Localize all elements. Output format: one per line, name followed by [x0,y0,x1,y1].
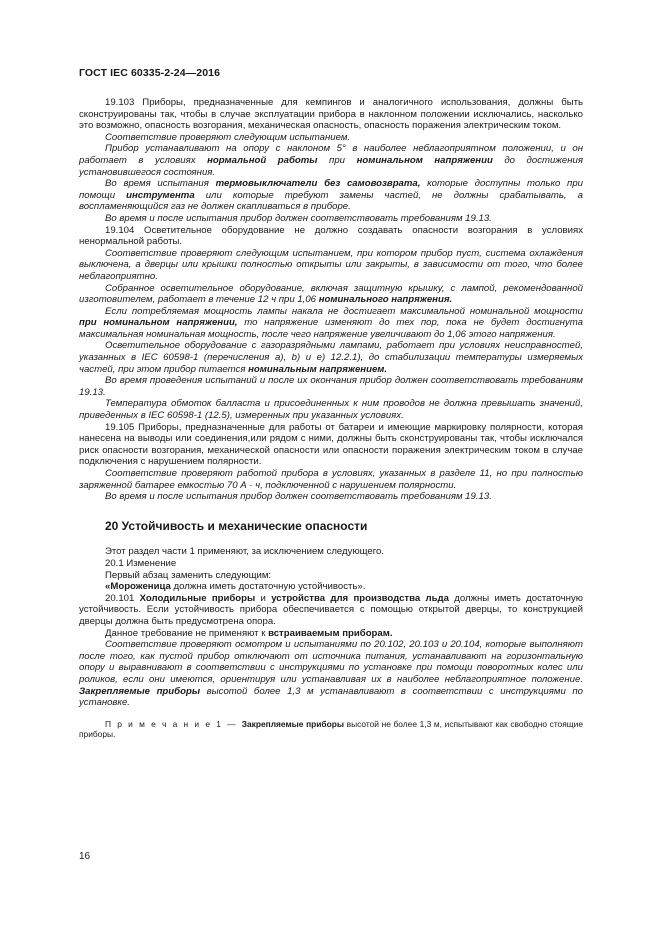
bold-term: устройства для производства льда [271,592,449,604]
bold-term: номинальном напряжении [356,154,493,166]
text-run: то напряжение изменяют до тех пор, пока не будет достигнута максимальная номинальная мощность, после чего напряжение увеличивают до 1,06 этого напряжения. [79,317,583,340]
text-run: до достижения установившегося состояния. [79,154,583,178]
bold-term: Холодильные приборы [139,592,256,604]
text-run: должны иметь достаточную устойчивость. Если устойчивость прибора обеспечивается с помощью открытой дверцы, то конструкцией дверцы должна быть предусмотрена опора. [79,592,583,627]
test-procedure-paragraph [79,213,583,225]
text-run: при [317,154,357,166]
document-body [79,97,583,740]
text-run: Во время испытания [105,178,216,190]
test-procedure-paragraph [79,132,583,144]
text-run: Соответствие проверяют следующим испытанием. [105,131,351,143]
text-run: Соответствие проверяют работой прибора в условиях, указанных в разделе 11, но при полностью заряженной батарее емкостью 70 А · ч, подключенной с нарушением полярности. [79,468,583,491]
clause-paragraph [79,628,583,640]
test-procedure-paragraph [79,283,583,306]
test-procedure-paragraph [79,398,583,421]
clause-paragraph [79,593,583,628]
note-paragraph [79,719,583,741]
page-number: 16 [79,851,91,862]
text-run: Первый абзац заменить следующим: [105,569,272,581]
section-heading [105,518,583,533]
text-run: должна иметь достаточную устойчивость». [170,581,366,593]
bold-term: встраиваемым приборам. [268,627,393,639]
test-procedure-paragraph [79,340,583,375]
text-run: Во время и после испытания прибор должен соответствовать требованиям 19.13. [105,491,492,503]
text-run: или которые требуют замены частей, не должны срабатывать, а воспламеняющийся газ не должен скапливаться в приборе. [79,189,583,213]
text-run: высотой более 1,3 м устанавливают в соответствии с инструкциями по установке. [79,685,583,709]
clause-paragraph [79,558,583,570]
text-run: 19.105 Приборы, предназначенные для работы от батареи и имеющие маркировку полярности, которая нанесена на выводы или соединения,или рядом с ними, должны быть сконструированы так, чтобы исключался риск опасности возгорания, механической опасности или опасности поражения электрическим током в случае подключения с нарушением полярности. [79,421,583,468]
text-run: Во время и после испытания прибор должен соответствовать требованиям 19.13. [105,212,492,224]
clause-paragraph [79,225,583,248]
bold-term: Закрепляемые приборы [79,685,201,697]
test-procedure-paragraph [79,639,583,709]
text-run: Прибор устанавливают на опору с наклоном 5° в наиболее неблагоприятном положении, и он работает в условиях [79,143,583,166]
text-run: которые доступны только при помощи [79,178,584,201]
text-run: Если потребляемая мощность лампы накала не достигает максимальной номинальной мощности [105,305,583,317]
clause-paragraph [79,422,583,468]
bold-term: нормальной работы [207,154,318,166]
text-run: 20 Устойчивость и механические опасности [105,518,368,533]
test-procedure-paragraph [79,491,583,503]
bold-term: при номинальном напряжении, [79,317,238,329]
bold-term: номинального напряжения. [318,294,453,306]
test-procedure-paragraph [79,375,583,398]
clause-paragraph [79,581,583,593]
test-procedure-paragraph [79,178,583,213]
note-label: П р и м е ч а н и е 1 — [105,718,242,729]
test-procedure-paragraph [79,248,583,283]
clause-paragraph [79,570,583,582]
text-run: Температура обмоток балласта и присоединенных к ним проводов не должна превышать значений, приведенных в IEC 60598-1 (12.5), измеренных при указанных условиях. [79,398,583,422]
text-run: Осветительное оборудование с газоразрядными лампами, работает при условиях неисправностей, указанных в IEC 60598-1 (перечисления a), b) и e) 12.2.1), до стабилизации температуры измеряемых частей, при этом прибор питается [79,340,583,375]
bold-term: Закрепляемые приборы [241,718,344,729]
text-run: 19.104 Осветительное оборудование не должно создавать опасности возгорания в условиях ненормальной работы. [79,224,583,248]
bold-term: «Мороженица [105,581,171,593]
test-procedure-paragraph [79,306,583,341]
text-run: Соответствие проверяют следующим испытанием, при котором прибор пуст, система охлаждения выключена, а дверцы или крышки полностью открыты или закрыты, в зависимости от того, что более неблагоприятно. [79,247,583,282]
text-run: высотой не более 1,3 м, испытывают как свободно стоящие приборы. [79,718,583,740]
text-run: 20.1 Изменение [105,557,177,569]
text-run: и [255,592,272,604]
bold-term: термовыключатели без самовозврата, [215,178,421,190]
text-run: 19.103 Приборы, предназначенные для кемпингов и аналогичного использования, должны быть сконструированы так, чтобы в случае эксплуатации прибора в наклонном положении исключались, насколько это возможно, опасность возгорания, механическая опасность, опасность поражения электрическим током. [79,97,583,132]
text-run: Собранное осветительное оборудование, включая защитную крышку, с лампой, рекомендованной изготовителем, работает в течение 12 ч при 1,06 [79,282,583,306]
bold-term: инструмента [126,189,195,201]
test-procedure-paragraph [79,143,583,178]
text-run: Этот раздел части 1 применяют, за исключением следующего. [105,546,385,558]
text-run: 20.101 [105,592,140,604]
clause-paragraph [79,546,583,558]
text-run: Соответствие проверяют осмотром и испытаниями по 20.102, 20.103 и 20.104, которые выполняют после того, как пустой прибор отключают от источника питания, устанавливают на горизонтальную опору и выравнивают в соответствии с инструкциями по установке при помощи поворотных колес или роликов, если они имеются, ориентируя или устанавливая их в наиболее неблагоприятное положение. [79,639,583,685]
clause-paragraph [79,97,583,132]
bold-term: номинальным напряжением. [248,363,388,375]
text-run: Во время проведения испытаний и после их окончания прибор должен соответствовать требованиям 19.13. [79,375,583,398]
document-header: ГОСТ IEC 60335-2-24—2016 [79,67,221,79]
test-procedure-paragraph [79,468,583,491]
text-run: Данное требование не применяют к [105,627,269,639]
